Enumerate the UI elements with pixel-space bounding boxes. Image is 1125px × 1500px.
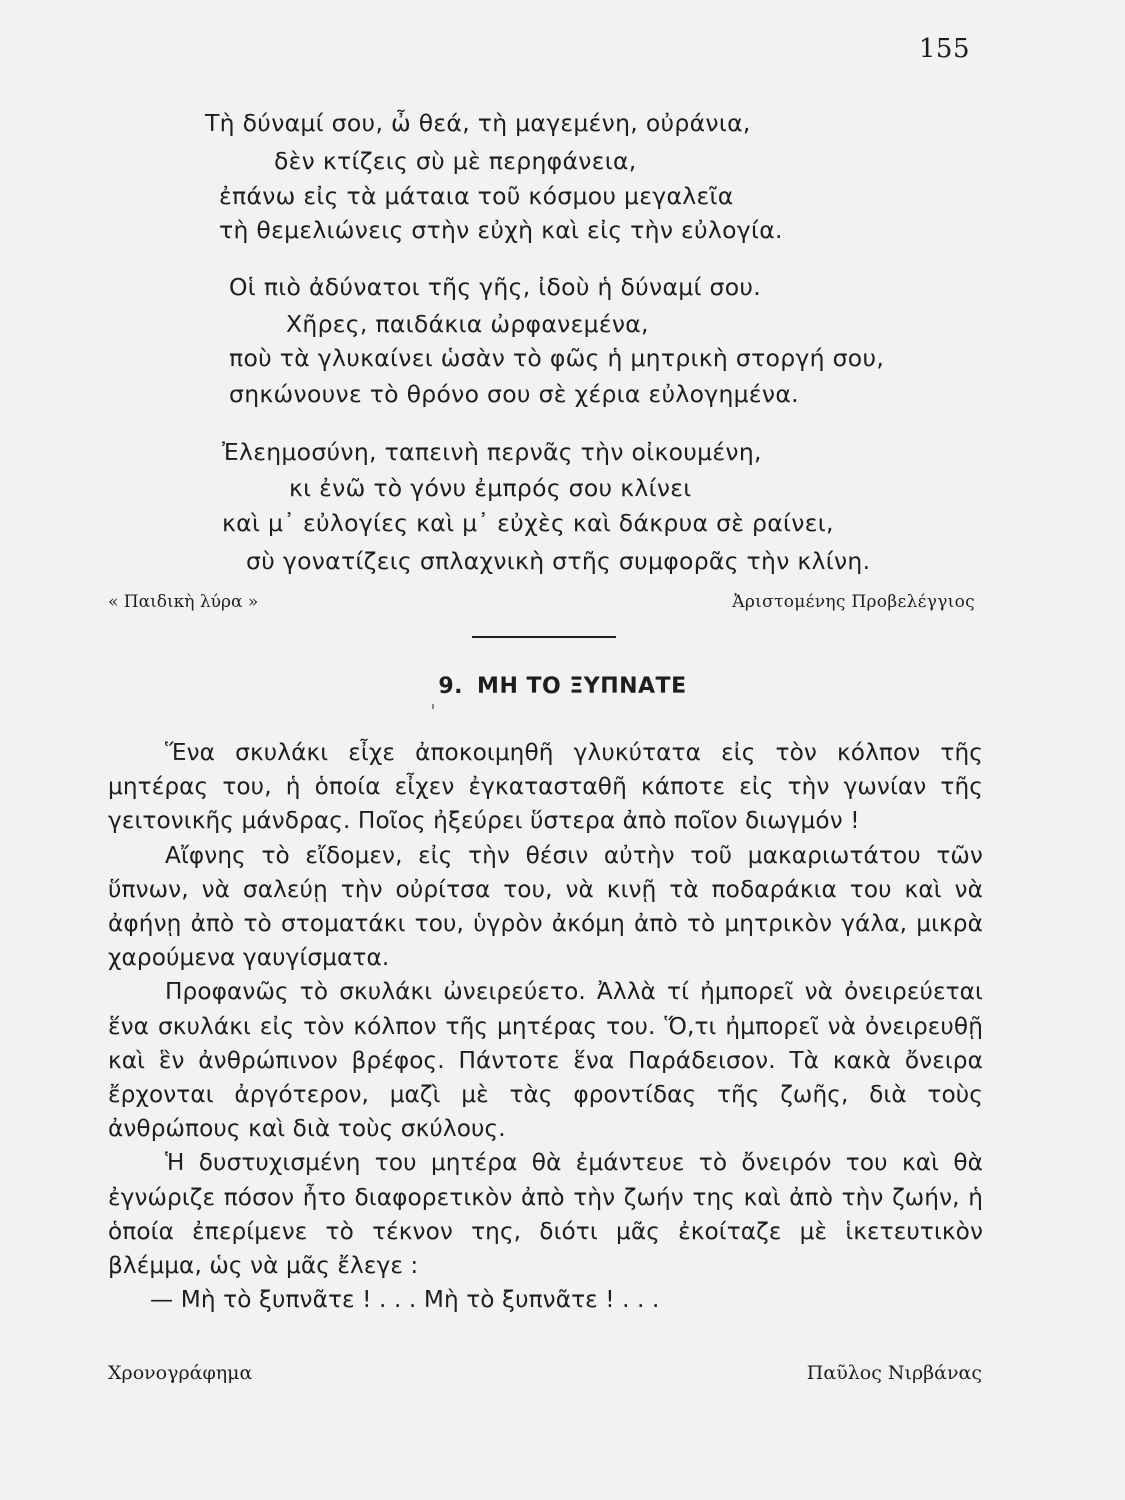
print-mark [432,704,434,709]
poem-line: σὺ γονατίζεις σπλαχνικὴ στῆς συμφορᾶς τὴν κλίνη. [246,547,871,575]
poem-line: Χῆρες, παιδάκια ὠρφανεμένα, [286,310,649,338]
poem-line: ἐπάνω εἰς τὰ μάταια τοῦ κόσμου μεγαλεῖα [219,182,734,210]
poem-line: ποὺ τὰ γλυκαίνει ὡσὰν τὸ φῶς ἡ μητρικὴ στοργή σου, [229,344,885,372]
story-author: Παῦλος Νιρβάνας [806,1362,982,1384]
poem-line: σηκώνουνε τὸ θρόνο σου σὲ χέρια εὐλογημένα. [229,380,799,408]
story-exclamation: — Μὴ τὸ ξυπνᾶτε ! . . . Μὴ τὸ ξυπνᾶτε ! . . . [150,1286,660,1314]
poem-line: Ἐλεημοσύνη, ταπεινὴ περνᾶς τὴν οἰκουμένη, [222,438,762,466]
story-paragraph: Προφανῶς τὸ σκυλάκι ὠνειρεύετο. Ἀλλὰ τί ἠμπορεῖ νὰ ὀνειρεύεται ἕνα σκυλάκι εἰς τὸν κόλπον τῆς μητέρας του. Ὅ,τι ἠμπορεῖ νὰ ὀνειρευθῇ καὶ ἓν ἀνθρώπινον βρέφος. Πάντοτε ἕνα Παράδεισον. Τὰ κακὰ ὄνειρα ἔρχονται ἀργότερον, μαζὶ μὲ τὰς φροντίδας τῆς ζωῆς, διὰ τοὺς ἀνθρώπους καὶ διὰ τοὺς σκύλους. [108,978,983,1143]
story-paragraph: Ἕνα σκυλάκι εἶχε ἀποκοιμηθῆ γλυκύτατα εἰς τὸν κόλπον τῆς μητέρας του, ἡ ὁποία εἶχεν ἐγκατασταθῆ κάποτε εἰς τὴν γωνίαν τῆς γειτονικῆς μάνδρας. Ποῖος ἠξεύρει ὕστερα ἀπὸ ποῖον διωγμόν ! [108,739,983,835]
section-heading [0,674,1125,699]
poem-line: Οἱ πιὸ ἀδύνατοι τῆς γῆς, ἰδοὺ ἡ δύναμί σου. [229,273,762,301]
section-title: ΜΗ ΤΟ ΞΥΠΝΑΤΕ [477,674,687,699]
poem-line: Τὴ δύναμί σου, ὦ θεά, τὴ μαγεμένη, οὐράνια, [205,109,751,137]
story-paragraph: Ἡ δυστυχισμένη του μητέρα θὰ ἐμάντευε τὸ ὄνειρόν του καὶ θὰ ἐγνώριζε πόσον ἦτο διαφορετικὸν ἀπὸ τὴν ζωήν της καὶ ἀπὸ τὴν ζωήν, ἡ ὁποία ἐπερίμενε τὸ τέκνον της, διότι μᾶς ἐκοίταζε μὲ ἱκετευτικὸν βλέμμα, ὡς νὰ μᾶς ἔλεγε : [108,1149,983,1280]
poem-line: κι ἐνῶ τὸ γόνυ ἐμπρός σου κλίνει [289,474,692,502]
poem-source: « Παιδικὴ λύρα » [108,592,259,612]
poem-author: Ἀριστομένης Προβελέγγιος [732,592,975,612]
section-divider [472,636,616,638]
story-genre: Χρονογράφημα [108,1362,253,1384]
poem-line: τὴ θεμελιώνεις στὴν εὐχὴ καὶ εἰς τὴν εὐλογία. [219,216,783,244]
story-body [108,736,983,1317]
page-number: 155 [918,34,970,64]
section-number: 9. [438,674,464,699]
story-paragraph: Αἴφνης τὸ εἴδομεν, εἰς τὴν θέσιν αὐτὴν τοῦ μακαριωτάτου τῶν ὕπνων, νὰ σαλεύῃ τὴν οὐρίτσα του, νὰ κινῇ τὰ ποδαράκια του καὶ νὰ ἀφήνῃ ἀπὸ τὸ στοματάκι του, ὑγρὸν ἀκόμη ἀπὸ τὸ μητρικὸν γάλα, μικρὰ χαρούμενα γαυγίσματα. [108,841,983,972]
poem-line: καὶ μ᾿ εὐλογίες καὶ μ᾿ εὐχὲς καὶ δάκρυα σὲ ραίνει, [222,509,834,537]
poem-line: δὲν κτίζεις σὺ μὲ περηφάνεια, [274,147,637,175]
